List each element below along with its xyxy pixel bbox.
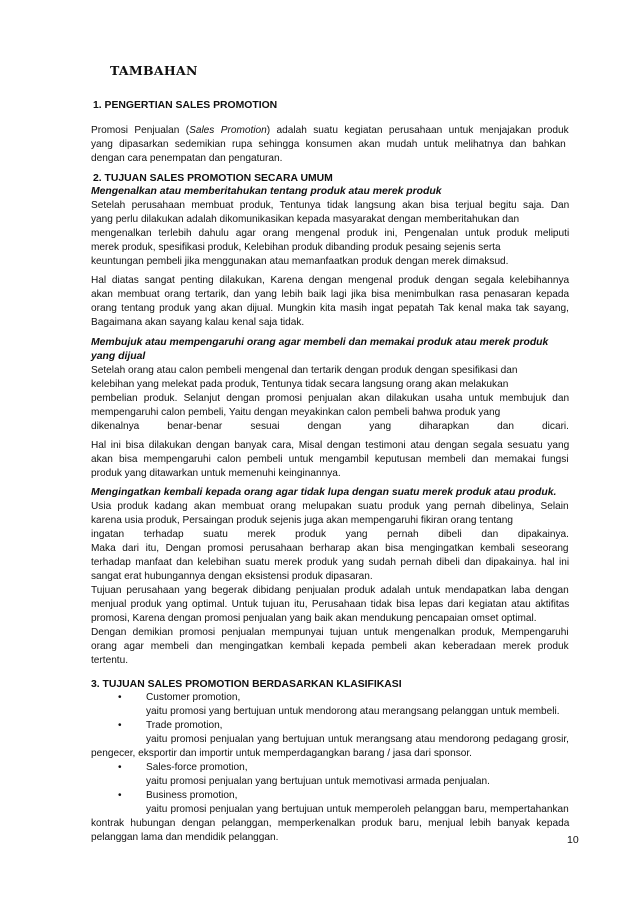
s2-p1-line-1: Setelah perusahaan membuat produk, Tentunya tidak langsung akan bisa terjual begitu saja. Dan	[91, 200, 570, 211]
word: dipakainya.	[517, 529, 569, 540]
word: pernah	[387, 529, 419, 540]
s2-p3-line-3: pembelian produk. Selanjut dengan promosi penjualan akan dilakukan usaha untuk membujuk dan	[91, 393, 570, 404]
s1-line-2: yang dipasarkan sedemikian rupa sehingga konsumen akan mudah untuk melihatnya dan bahkan	[91, 139, 566, 150]
s2-p3-line-2: kelebihan yang melekat pada produk, Tentunya tidak secara langsung orang akan melakukan	[91, 379, 509, 390]
s2-subheading-1: Mengenalkan atau memberitahukan tentang produk atau merek produk	[91, 186, 442, 197]
s2-p3-line-4: mempengaruhi calon pembeli, Yaitu dengan meyakinkan calon pembeli bahwa produk yang	[91, 407, 501, 418]
word: suatu	[203, 529, 228, 540]
s2-p5-line-6: sangat erat hubungannya dengan eksistensi produk dipasaran.	[91, 571, 373, 582]
s3-item-2-desc-2: pengecer, eksportir dan importir untuk memperdagangkan barang / jasa dari sponsor.	[91, 748, 472, 759]
s2-subheading-2-line-2: yang dijual	[91, 351, 146, 362]
s3-item-4-desc-1: yaitu promosi penjualan yang bertujuan untuk memperoleh pelanggan baru, mempertahankan	[146, 804, 569, 815]
s2-p5-line-9: promosi, Karena dengan promosi penjualan yang baik akan mendukung pencapaian omset optimal.	[91, 613, 537, 624]
document-title: TAMBAHAN	[110, 63, 198, 78]
s3-item-4-desc-3: pelanggan lama dan mendidik pelanggan.	[91, 832, 279, 843]
s3-item-2-label: Trade promotion,	[146, 720, 223, 731]
word: benar-benar	[167, 421, 223, 432]
word: produk	[295, 529, 327, 540]
bullet-icon: •	[118, 790, 122, 801]
section-3-heading: 3. TUJUAN SALES PROMOTION BERDASARKAN KLASIFIKASI	[91, 679, 402, 690]
s2-p1-line-5: keuntungan pembeli jika menggunakan atau memanfaatkan produk dengan merek dimaksud.	[91, 256, 509, 267]
s2-p5-line-2: karena usia produk, Persaingan produk sejenis juga akan mempengaruhi fikiran orang tentang	[91, 515, 513, 526]
word: sesuai	[250, 421, 280, 432]
sales-promotion-italic: Sales Promotion	[189, 125, 267, 136]
s2-p2-line-2: akan membuat orang tertarik, dan yang lebih baik lagi jika bisa menimbulkan rasa penasaran kepada	[91, 289, 570, 300]
s2-p5-line-12: tertentu.	[91, 655, 129, 666]
s2-p5-line-10: Dengan demikian promosi penjualan mempunyai tujuan untuk mengenalkan produk, Mempengaruhi	[91, 627, 569, 638]
s2-p4-line-2: akan bisa mempengaruhi calon pembeli untuk mengambil keputusan membeli dan memakai fungsi	[91, 454, 569, 465]
s2-p5-line-5: terhadap manfaat dan kelebihan suatu merek produk yang sudah pernah dibeli dan dipakainya. hal ini	[91, 557, 570, 568]
word: dan	[481, 529, 499, 540]
s3-item-1-desc-1: yaitu promosi yang bertujuan untuk mendorong atau merangsang pelanggan untuk membeli.	[146, 706, 560, 717]
s3-item-3-desc-1: yaitu promosi penjualan yang bertujuan untuk memotivasi armada penjualan.	[146, 776, 490, 787]
s2-p3-line-1: Setelah orang atau calon pembeli mengenal dan tertarik dengan produk dengan spesifikasi dan	[91, 365, 518, 376]
s3-item-1-label: Customer promotion,	[146, 692, 241, 703]
word: dicari.	[542, 421, 569, 432]
s2-p5-line-1: Usia produk kadang akan membuat orang melupakan suatu produk yang pernah dibelinya, Selain	[91, 501, 569, 512]
s2-p4-line-1: Hal ini bisa dilakukan dengan banyak cara, Misal dengan testimoni atau dengan segala sesuatu yang	[91, 440, 570, 451]
s2-p2-line-1: Hal diatas sangat penting dilakukan, Karena dengan mengenal produk dengan segala kelebihannya	[91, 275, 570, 286]
s2-p3-line-5	[91, 421, 569, 432]
s2-p1-line-2: yang perlu dilakukan adalah dikomunikasikan kepada masyarakat dengan memberitahukan dan	[91, 214, 520, 225]
s2-subheading-2-line-1: Membujuk atau mempengaruhi orang agar membeli dan memakai produk atau merek produk	[91, 337, 549, 348]
s2-p1-line-4: merek produk, spesifikasi produk, Kelebihan produk dibanding produk pesaing sejenis serta	[91, 242, 501, 253]
word: ingatan	[91, 529, 125, 540]
s2-p2-line-3: orang tentang produk yang akan dijual. Mungkin kita masih ingat pepatah Tak kenal maka tak sayang,	[91, 303, 569, 314]
section-2-heading: 2. TUJUAN SALES PROMOTION SECARA UMUM	[93, 173, 333, 184]
s3-item-2-desc-1: yaitu promosi penjualan yang bertujuan untuk merangsang atau mendorong pedagang grosir,	[146, 734, 569, 745]
s2-p5-line-11: orang agar membeli dan mengingatkan kembali kepada pembeli akan keberadaan merek produk	[91, 641, 569, 652]
s2-p4-line-3: produk yang ditawarkan untuk memenuhi keinginannya.	[91, 468, 341, 479]
word: terhadap	[143, 529, 184, 540]
word: yang	[345, 529, 368, 540]
bullet-icon: •	[118, 692, 122, 703]
s2-p2-line-4: Bagaimana akan sayang kalau kenal saja tidak.	[91, 317, 305, 328]
word: dengan	[307, 421, 342, 432]
section-1-heading: 1. PENGERTIAN SALES PROMOTION	[93, 100, 278, 111]
word: yang	[369, 421, 392, 432]
s2-p5-line-8: menjual produk yang optimal. Untuk tujuan itu, Perusahaan tidak bisa lepas dari kegiatan atau aktifitas	[91, 599, 570, 610]
s3-item-4-desc-2: kontrak hubungan dengan pelanggan, memperkenalkan produk baru, menjual lebih banyak kepada	[91, 818, 570, 829]
s2-subheading-3: Mengingatkan kembali kepada orang agar tidak lupa dengan suatu merek produk atau produk.	[91, 487, 557, 498]
page-number: 10	[567, 834, 579, 846]
word: diharapkan	[419, 421, 470, 432]
bullet-icon: •	[118, 720, 122, 731]
word: dan	[497, 421, 515, 432]
word: dibeli	[438, 529, 462, 540]
s2-p5-line-3	[91, 529, 569, 540]
s2-p5-line-4: Maka dari itu, Dengan promosi perusahaan berharap akan bisa mengingatkan kembali seseorang	[91, 543, 569, 554]
s1-line-1: Promosi Penjualan (Sales Promotion) adalah suatu kegiatan perusahaan untuk menjajakan produk	[91, 125, 569, 136]
word: merek	[247, 529, 276, 540]
s2-p1-line-3: mengenalkan terlebih dahulu agar orang mengenal produk ini, Pengenalan untuk produk meliputi	[91, 228, 570, 239]
bullet-icon: •	[118, 762, 122, 773]
s3-item-4-label: Business promotion,	[146, 790, 238, 801]
word: dikenalnya	[91, 421, 140, 432]
s2-p5-line-7: Tujuan perusahaan yang begerak dibidang penjualan produk adalah untuk mendapatkan laba dengan	[91, 585, 569, 596]
s3-item-3-label: Sales-force promotion,	[146, 762, 248, 773]
s1-line-3: dengan cara penempatan dan pengaturan.	[91, 153, 283, 164]
